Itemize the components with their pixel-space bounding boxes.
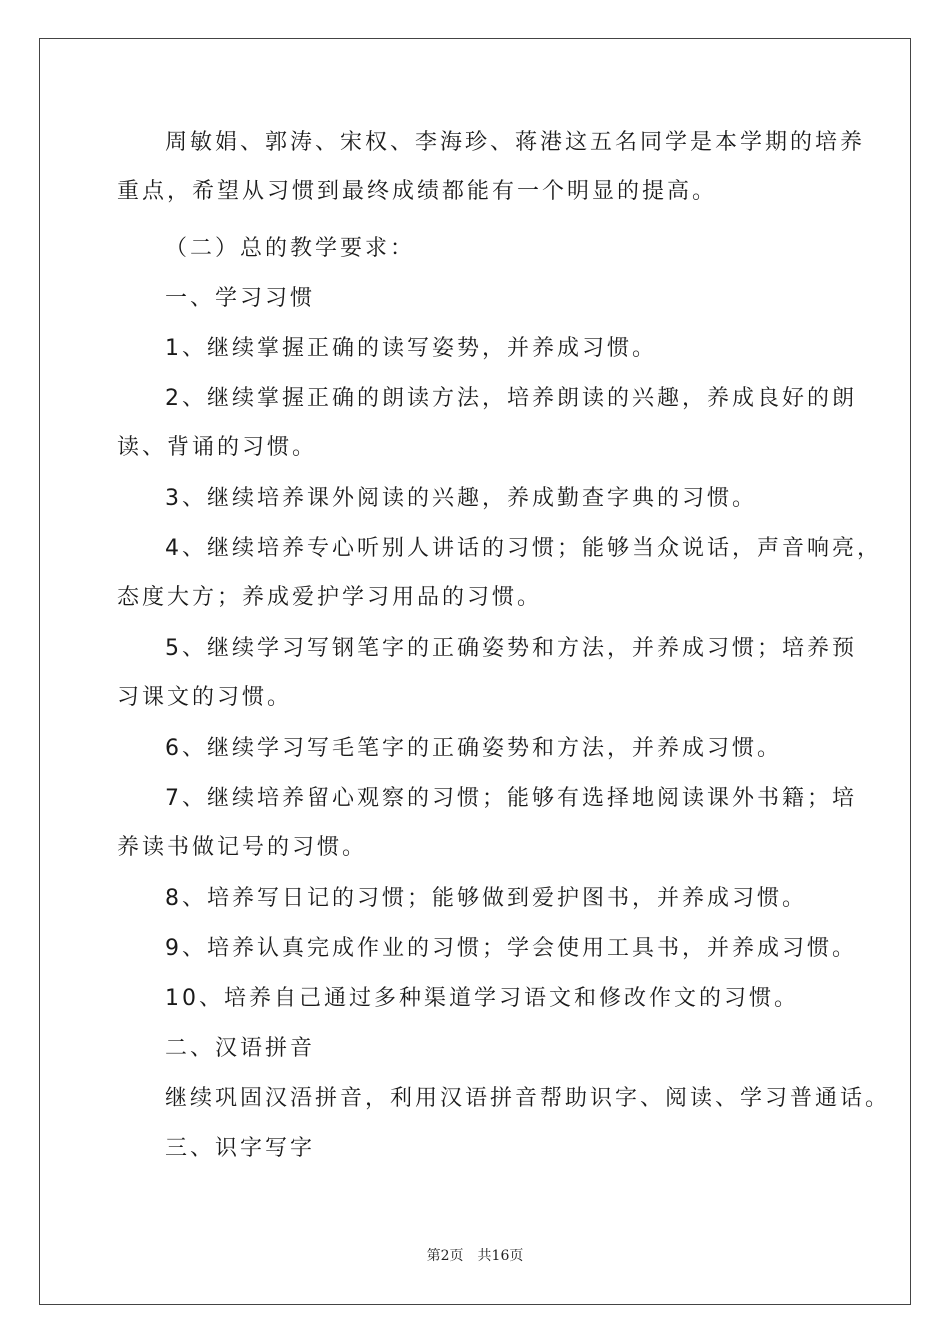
list-item: 6、继续学习写毛笔字的正确姿势和方法，并养成习惯。 <box>165 736 782 761</box>
list-item: 2、继续掌握正确的朗读方法，培养朗读的兴趣，养成良好的朗 <box>165 386 857 411</box>
list-item: 4、继续培养专心听别人讲话的习惯；能够当众说话，声音响亮， <box>165 536 882 561</box>
page-number: 第2页 <box>426 1248 464 1264</box>
list-item: 1、继续掌握正确的读写姿势，并养成习惯。 <box>165 336 657 361</box>
list-item-continuation: 养读书做记号的习惯。 <box>117 835 368 860</box>
paragraph-line: 继续巩固汉浯拼音，利用汉语拼音帮助识字、阅读、学习普通话。 <box>165 1086 891 1111</box>
paragraph-line: 重点，希望从习惯到最终成绩都能有一个明显的提高。 <box>117 179 718 204</box>
list-item-continuation: 习课文的习惯。 <box>117 685 293 710</box>
page-footer <box>0 1245 950 1265</box>
list-item: 3、继续培养课外阅读的兴趣，养成勤查字典的习惯。 <box>165 486 757 511</box>
section-heading: （二）总的教学要求： <box>165 236 416 261</box>
section-heading: 一、学习习惯 <box>165 286 316 311</box>
section-heading: 二、汉语拼音 <box>165 1036 316 1061</box>
list-item: 5、继续学习写钢笔字的正确姿势和方法，并养成习惯；培养预 <box>165 636 857 661</box>
list-item: 7、继续培养留心观察的习惯；能够有选择地阅读课外书籍；培 <box>165 786 857 811</box>
paragraph-line: 周敏娟、郭涛、宋权、李海珍、蒋港这五名同学是本学期的培养 <box>165 130 866 155</box>
list-item-continuation: 态度大方；养成爱护学习用品的习惯。 <box>117 585 543 610</box>
section-heading: 三、识字写字 <box>165 1136 316 1161</box>
list-item: 10、培养自己通过多种渠道学习语文和修改作文的习惯。 <box>165 986 799 1011</box>
list-item-continuation: 读、背诵的习惯。 <box>117 435 318 460</box>
page-border <box>39 38 911 1305</box>
page-total: 共16页 <box>477 1248 524 1264</box>
list-item: 8、培养写日记的习惯；能够做到爱护图书，并养成习惯。 <box>165 886 807 911</box>
list-item: 9、培养认真完成作业的习惯；学会使用工具书，并养成习惯。 <box>165 936 857 961</box>
